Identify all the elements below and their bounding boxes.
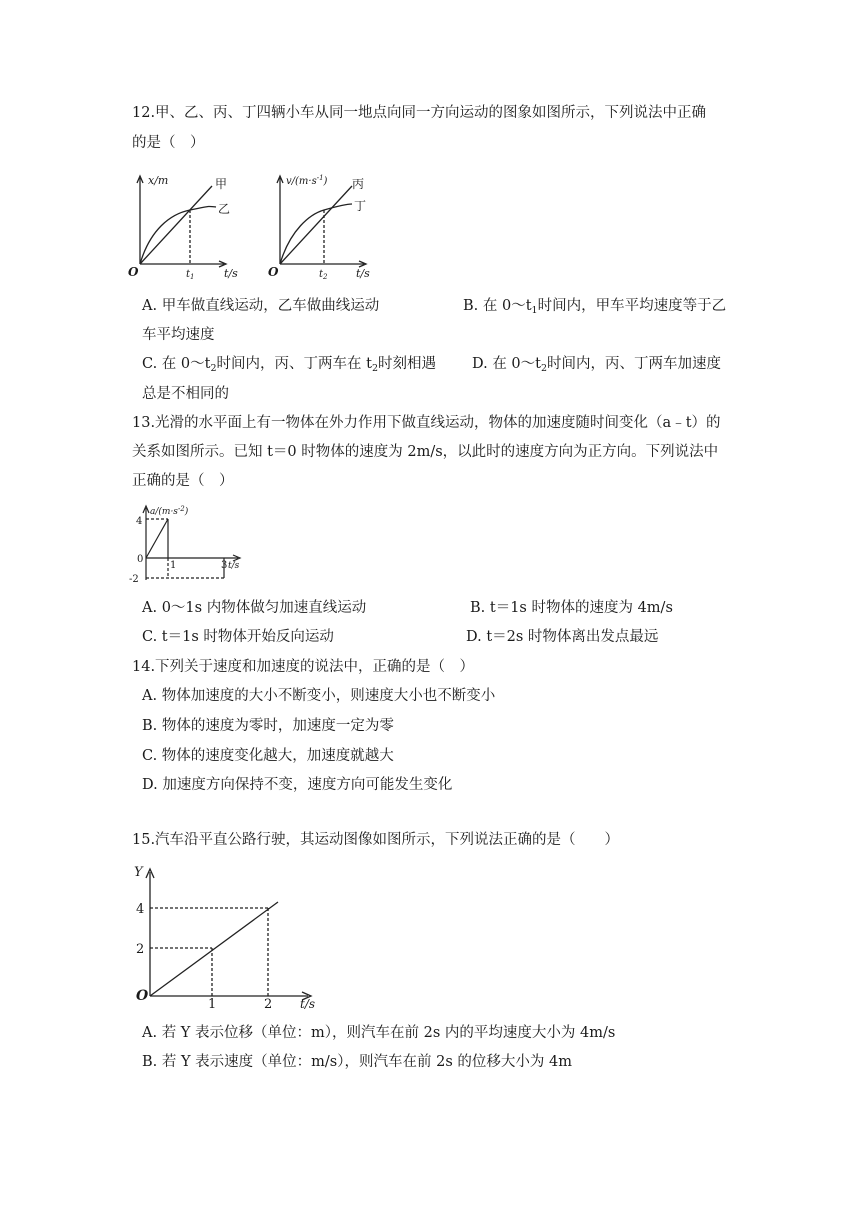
- q15-figure-yt: [130, 862, 330, 1012]
- q15-fig-origin: O: [136, 988, 149, 1004]
- q12-fig2-tick: $t_2$: [319, 269, 328, 281]
- q12-fig2-line-label: 丙: [352, 177, 365, 191]
- q12-figure-xt: [128, 172, 258, 282]
- q12-option-d: D. 在 $0\sim t_2$时间内，丙、丁两车加速度: [472, 356, 722, 374]
- q13-fig-y-top: 4: [136, 516, 143, 527]
- q12-fig1-tick: $t_1$: [186, 269, 195, 281]
- q13-stem-line2: 关系如图所示。已知 t＝0 时物体的速度为 2m/s，以此时的速度方向为正方向。下列说法中: [132, 444, 719, 460]
- q12-fig1-line-label: 甲: [215, 177, 228, 191]
- q13-stem-line1: 13.光滑的水平面上有一物体在外力作用下做直线运动，物体的加速度随时间变化（a﹣t）的: [132, 415, 721, 431]
- q14-stem: 14.下列关于速度和加速度的说法中，正确的是（ ）: [132, 659, 475, 675]
- q13-option-b: B. t＝1s 时物体的速度为 4m/s: [470, 600, 673, 616]
- q12-fig2-origin: O: [268, 265, 279, 279]
- q12-fig2-ylabel: $v/(m\cdot s^{-1})$: [286, 174, 328, 187]
- q12-figure-vt: [268, 172, 398, 282]
- q15-fig-x2: 2: [264, 997, 273, 1012]
- q12-fig1-xlabel: t/s: [224, 267, 238, 280]
- q13-stem-line3: 正确的是（ ）: [132, 473, 234, 489]
- q15-option-b: B. 若 Y 表示速度（单位：m/s），则汽车在前 2s 的位移大小为 4m: [142, 1054, 572, 1070]
- q15-fig-xlabel: t/s: [300, 997, 316, 1011]
- q14-option-a: A. 物体加速度的大小不断变小，则速度大小也不断变小: [142, 688, 496, 704]
- q14-option-c: C. 物体的速度变化越大，加速度就越大: [142, 748, 394, 764]
- q15-fig-y4: 4: [136, 902, 145, 917]
- q13-fig-x1: 1: [170, 560, 177, 571]
- q12-option-b-cont: 车平均速度: [142, 327, 215, 343]
- q13-fig-ylabel: $a/(m\cdot s^{-2})$: [150, 505, 189, 517]
- q12-fig1-origin: O: [128, 265, 139, 279]
- q13-option-d: D. t＝2s 时物体离出发点最远: [466, 629, 659, 645]
- q12-fig2-curve-label: 丁: [354, 199, 367, 213]
- q15-fig-y2: 2: [136, 942, 145, 957]
- q13-fig-x3: 3: [221, 560, 228, 571]
- q12-stem-line2: 的是（ ）: [132, 135, 205, 151]
- q12-fig1-ylabel: x/m: [148, 174, 169, 187]
- q13-option-c: C. t＝1s 时物体开始反向运动: [142, 629, 334, 645]
- q13-fig-y-zero: 0: [137, 554, 144, 565]
- q13-figure-at: [128, 502, 258, 587]
- q14-option-d: D. 加速度方向保持不变，速度方向可能发生变化: [142, 777, 453, 793]
- q15-fig-ylabel: Y: [134, 865, 143, 880]
- q14-option-b: B. 物体的速度为零时，加速度一定为零: [142, 718, 394, 734]
- q12-option-d-cont: 总是不相同的: [142, 386, 229, 402]
- q12-option-b: B. 在 $0\sim t_1$时间内，甲车平均速度等于乙: [463, 298, 727, 316]
- q12-option-a: A. 甲车做直线运动，乙车做曲线运动: [142, 298, 380, 314]
- q12-fig2-xlabel: t/s: [356, 267, 370, 280]
- q12-option-c: C. 在 $0\sim t_2$时间内，丙、丁两车在 $t_2$时刻相遇: [142, 356, 436, 374]
- q13-fig-y-neg: -2: [129, 574, 139, 585]
- q12-stem-line1: 12.甲、乙、丙、丁四辆小车从同一地点向同一方向运动的图象如图所示，下列说法中正确: [132, 105, 707, 121]
- q15-fig-x1: 1: [208, 997, 217, 1012]
- q12-fig1-curve-label: 乙: [218, 202, 231, 216]
- q13-option-a: A. 0～1s 内物体做匀加速直线运动: [142, 600, 367, 616]
- q15-stem: 15.汽车沿平直公路行驶，其运动图像如图所示，下列说法正确的是（ ）: [132, 832, 620, 848]
- q15-option-a: A. 若 Y 表示位移（单位：m），则汽车在前 2s 内的平均速度大小为 4m/s: [142, 1025, 616, 1041]
- q13-fig-xlabel: t/s: [228, 561, 240, 571]
